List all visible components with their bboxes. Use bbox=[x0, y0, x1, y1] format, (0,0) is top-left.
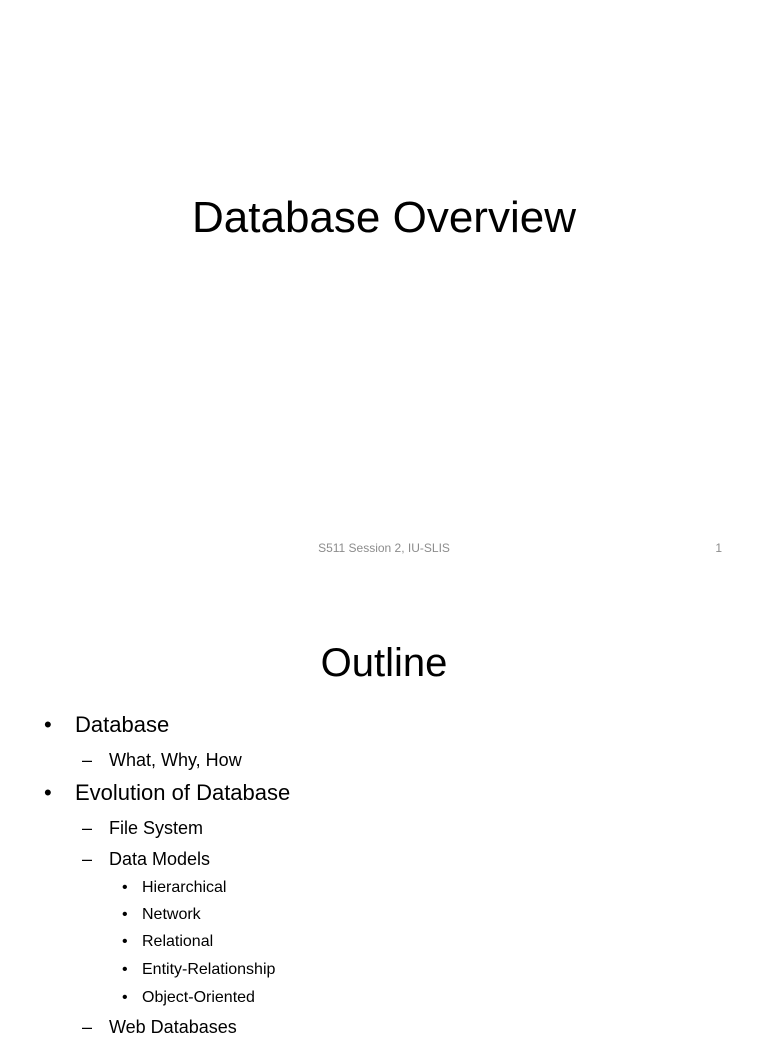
list-item bbox=[44, 780, 290, 806]
list-item bbox=[122, 961, 275, 979]
dash-icon: – bbox=[82, 750, 93, 770]
list-item-text: What, Why, How bbox=[109, 750, 242, 770]
bullet-icon: • bbox=[122, 933, 128, 950]
slide-footer: S511 Session 2, IU-SLIS bbox=[318, 541, 450, 555]
list-item-text: Hierarchical bbox=[142, 879, 227, 896]
slide-outline bbox=[0, 576, 768, 1037]
list-item bbox=[122, 879, 226, 897]
list-item-text: Evolution of Database bbox=[75, 780, 291, 805]
slide-number: 1 bbox=[715, 541, 722, 555]
list-item-text: Web Databases bbox=[109, 1017, 237, 1037]
list-item-text: Database bbox=[75, 712, 170, 737]
list-item-text: Network bbox=[142, 906, 201, 923]
list-item-text: Entity-Relationship bbox=[142, 961, 276, 978]
bullet-icon: • bbox=[122, 879, 128, 896]
list-item bbox=[82, 818, 203, 839]
list-item bbox=[82, 750, 242, 771]
list-item bbox=[122, 933, 213, 951]
bullet-icon: • bbox=[44, 712, 52, 737]
list-item bbox=[82, 1017, 237, 1038]
list-item-text: Data Models bbox=[109, 849, 211, 869]
list-item-text: Relational bbox=[142, 933, 214, 950]
dash-icon: – bbox=[82, 1017, 93, 1037]
list-item bbox=[82, 849, 210, 870]
dash-icon: – bbox=[82, 818, 93, 838]
dash-icon: – bbox=[82, 849, 93, 869]
list-item bbox=[122, 989, 255, 1007]
outline-title: Outline bbox=[320, 641, 448, 685]
bullet-icon: • bbox=[122, 989, 128, 1006]
list-item-text: File System bbox=[109, 818, 204, 838]
list-item bbox=[44, 712, 169, 738]
list-item bbox=[122, 906, 201, 924]
bullet-icon: • bbox=[44, 780, 52, 805]
slide-title-heading: Database Overview bbox=[192, 193, 576, 242]
bullet-icon: • bbox=[122, 961, 128, 978]
list-item-text: Object-Oriented bbox=[142, 989, 255, 1006]
bullet-icon: • bbox=[122, 906, 128, 923]
